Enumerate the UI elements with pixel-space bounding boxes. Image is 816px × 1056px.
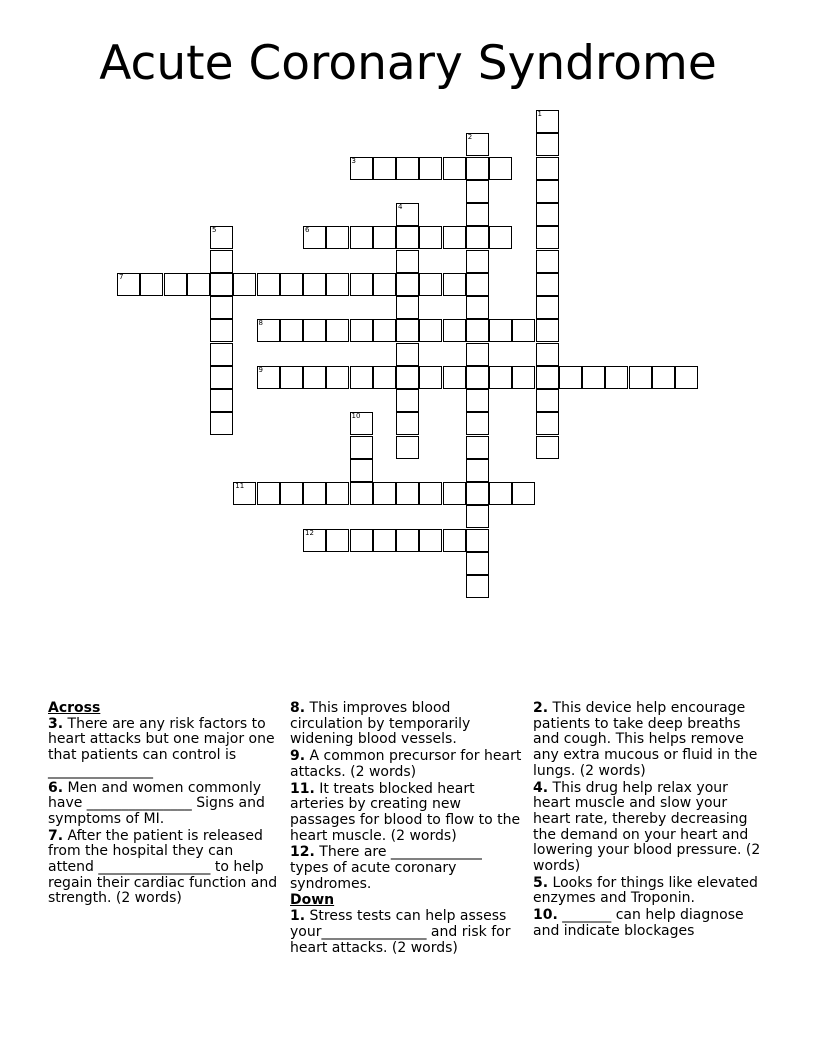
cell-number: 4: [398, 203, 403, 211]
grid-cell[interactable]: [419, 482, 442, 505]
grid-cell[interactable]: [303, 529, 326, 552]
grid-cell[interactable]: [303, 273, 326, 296]
grid-cell[interactable]: [257, 366, 280, 389]
grid-cell[interactable]: [396, 157, 419, 180]
grid-cell[interactable]: [443, 319, 466, 342]
grid-cell[interactable]: [489, 226, 512, 249]
down-heading: Down: [290, 892, 335, 909]
clue-text: This improves blood circulation by temporarily widening blood vessels.: [290, 700, 471, 748]
grid-cell[interactable]: [582, 366, 605, 389]
cell-number: 1: [537, 110, 542, 118]
grid-cell[interactable]: [512, 482, 535, 505]
clue-number: 10.: [533, 907, 558, 924]
grid-cell[interactable]: [210, 343, 233, 366]
grid-cell[interactable]: [210, 226, 233, 249]
clue-text: _______ can help diagnose and indicate blockages: [533, 907, 744, 939]
cell-number: 10: [351, 412, 361, 421]
grid-cell[interactable]: [419, 273, 442, 296]
clue-across-6: [48, 781, 280, 828]
grid-cell[interactable]: [140, 273, 163, 296]
grid-cell[interactable]: [350, 366, 373, 389]
grid-cell[interactable]: [257, 273, 280, 296]
grid-cell[interactable]: [652, 366, 675, 389]
grid-cell[interactable]: [326, 482, 349, 505]
clue-down-10: [533, 908, 765, 939]
grid-cell[interactable]: [396, 319, 419, 342]
grid-cell[interactable]: [536, 412, 559, 435]
grid-cell[interactable]: [489, 482, 512, 505]
grid-cell[interactable]: [419, 157, 442, 180]
grid-cell[interactable]: [536, 203, 559, 226]
grid-cell[interactable]: [466, 575, 489, 598]
clue-number: 5.: [533, 874, 549, 891]
grid-cell[interactable]: [419, 226, 442, 249]
clue-text: Stress tests can help assess your_______________ and risk for heart attacks. (2 words): [290, 908, 511, 956]
clue-number: 4.: [533, 779, 549, 796]
grid-cell[interactable]: [303, 482, 326, 505]
clue-text: It treats blocked heart arteries by creating new passages for blood to flow to the heart muscle. (2 words): [290, 780, 521, 844]
clue-across-11: [290, 782, 522, 845]
clue-text: Men and women commonly have _______________ Signs and symptoms of MI.: [48, 779, 265, 827]
grid-cell[interactable]: [605, 366, 628, 389]
grid-cell[interactable]: [466, 366, 489, 389]
grid-cell[interactable]: [350, 436, 373, 459]
cell-number: 2: [467, 133, 473, 142]
grid-cell[interactable]: [396, 366, 419, 389]
grid-cell[interactable]: [443, 226, 466, 249]
grid-cell[interactable]: [350, 319, 373, 342]
clue-text: A common precursor for heart attacks. (2 words): [290, 748, 522, 780]
grid-cell[interactable]: [210, 273, 233, 296]
grid-cell[interactable]: [373, 226, 396, 249]
grid-cell[interactable]: [396, 250, 419, 273]
clue-across-3: [48, 717, 280, 780]
clue-across-12: [290, 845, 522, 892]
grid-cell[interactable]: [489, 157, 512, 180]
grid-cell[interactable]: [466, 343, 489, 366]
grid-cell[interactable]: [303, 366, 326, 389]
grid-cell[interactable]: [396, 226, 419, 249]
grid-cell[interactable]: [326, 529, 349, 552]
grid-cell[interactable]: [559, 366, 582, 389]
grid-cell[interactable]: [536, 343, 559, 366]
cell-number: 8: [258, 319, 263, 328]
cell-number: 6: [305, 226, 310, 235]
grid-cell[interactable]: [280, 273, 303, 296]
grid-cell[interactable]: [466, 436, 489, 459]
grid-cell[interactable]: [466, 389, 489, 412]
grid-cell[interactable]: [443, 529, 466, 552]
grid-cell[interactable]: [536, 250, 559, 273]
clue-down-1: [290, 909, 522, 956]
clue-number: 6.: [48, 779, 64, 796]
clues-column-2: [290, 701, 522, 957]
grid-cell[interactable]: [326, 319, 349, 342]
grid-cell[interactable]: [210, 250, 233, 273]
grid-cell[interactable]: [419, 319, 442, 342]
grid-cell[interactable]: [350, 226, 373, 249]
across-heading: Across: [48, 700, 101, 716]
grid-cell[interactable]: [536, 180, 559, 203]
grid-cell[interactable]: [257, 482, 280, 505]
grid-cell[interactable]: [350, 273, 373, 296]
grid-cell[interactable]: [350, 157, 373, 180]
grid-cell[interactable]: [466, 226, 489, 249]
grid-cell[interactable]: [466, 412, 489, 435]
cell-number: 9: [258, 365, 263, 374]
clue-number: 7.: [48, 827, 64, 844]
grid-cell[interactable]: [466, 250, 489, 273]
grid-cell[interactable]: [419, 366, 442, 389]
clue-down-2: [533, 701, 765, 780]
grid-cell[interactable]: [280, 366, 303, 389]
grid-cell[interactable]: [536, 319, 559, 342]
grid-cell[interactable]: [466, 529, 489, 552]
grid-cell[interactable]: [326, 273, 349, 296]
grid-cell[interactable]: [373, 529, 396, 552]
grid-cell[interactable]: [536, 273, 559, 296]
grid-cell[interactable]: [164, 273, 187, 296]
grid-cell[interactable]: [536, 110, 559, 133]
grid-cell[interactable]: [233, 273, 256, 296]
grid-cell[interactable]: [210, 319, 233, 342]
grid-cell[interactable]: [350, 412, 373, 435]
grid-cell[interactable]: [629, 366, 652, 389]
grid-cell[interactable]: [187, 273, 210, 296]
grid-cell[interactable]: [466, 505, 489, 528]
grid-cell[interactable]: [373, 319, 396, 342]
grid-cell[interactable]: [443, 366, 466, 389]
clue-across-8: [290, 701, 522, 748]
grid-cell[interactable]: [280, 319, 303, 342]
grid-cell[interactable]: [466, 133, 489, 156]
grid-cell[interactable]: [326, 226, 349, 249]
clues-column-3: [533, 701, 765, 941]
clue-across-9: [290, 749, 522, 780]
grid-cell[interactable]: [489, 319, 512, 342]
grid-cell[interactable]: [466, 459, 489, 482]
grid-cell[interactable]: [396, 436, 419, 459]
grid-cell[interactable]: [117, 273, 140, 296]
grid-cell[interactable]: [466, 157, 489, 180]
clue-number: 3.: [48, 715, 64, 732]
cell-number: 3: [351, 156, 356, 165]
clue-number: 9.: [290, 748, 306, 765]
clue-text: This drug help relax your heart muscle and slow your heart rate, thereby decreasing the demand on your heart and lowering your blood pressure. (2 words): [533, 779, 761, 875]
puzzle-title: Acute Coronary Syndrome: [99, 36, 717, 91]
grid-cell[interactable]: [210, 389, 233, 412]
cell-number: 12: [305, 528, 314, 537]
clue-number: 1.: [290, 908, 306, 925]
grid-cell[interactable]: [466, 319, 489, 342]
grid-cell[interactable]: [536, 436, 559, 459]
grid-cell[interactable]: [257, 319, 280, 342]
grid-cell[interactable]: [350, 529, 373, 552]
grid-cell[interactable]: [303, 319, 326, 342]
grid-cell[interactable]: [419, 529, 442, 552]
grid-cell[interactable]: [536, 366, 559, 389]
grid-cell[interactable]: [466, 180, 489, 203]
grid-cell[interactable]: [396, 273, 419, 296]
clue-number: 2.: [533, 700, 549, 716]
grid-cell[interactable]: [466, 203, 489, 226]
grid-cell[interactable]: [396, 343, 419, 366]
grid-cell[interactable]: [466, 482, 489, 505]
clue-number: 11.: [290, 780, 315, 797]
grid-cell[interactable]: [536, 296, 559, 319]
clues-column-1: [48, 701, 280, 908]
grid-cell[interactable]: [512, 319, 535, 342]
grid-cell[interactable]: [280, 482, 303, 505]
grid-cell[interactable]: [373, 157, 396, 180]
grid-cell[interactable]: [466, 552, 489, 575]
clue-down-4: [533, 781, 765, 875]
grid-cell[interactable]: [536, 226, 559, 249]
clue-text: There are _____________ types of acute coronary syndromes.: [290, 844, 482, 892]
grid-cell[interactable]: [396, 296, 419, 319]
clue-text: This device help encourage patients to take deep breaths and cough. This helps remove any extra mucous or fluid in the lungs. (2 words): [533, 700, 758, 779]
grid-cell[interactable]: [303, 226, 326, 249]
grid-cell[interactable]: [350, 459, 373, 482]
grid-cell[interactable]: [536, 157, 559, 180]
clue-across-7: [48, 829, 280, 908]
clue-number: 12.: [290, 844, 315, 861]
grid-cell[interactable]: [536, 389, 559, 412]
grid-cell[interactable]: [396, 203, 419, 226]
grid-cell[interactable]: [536, 133, 559, 156]
grid-cell[interactable]: [466, 273, 489, 296]
clue-text: Looks for things like elevated enzymes and Troponin.: [533, 874, 758, 907]
cell-number: 7: [119, 272, 124, 281]
grid-cell[interactable]: [233, 482, 256, 505]
grid-cell[interactable]: [443, 273, 466, 296]
grid-cell[interactable]: [210, 412, 233, 435]
grid-cell[interactable]: [512, 366, 535, 389]
grid-cell[interactable]: [396, 389, 419, 412]
clue-number: 8.: [290, 700, 306, 716]
grid-cell[interactable]: [373, 366, 396, 389]
cell-number: 11: [235, 482, 245, 490]
grid-cell[interactable]: [466, 296, 489, 319]
grid-cell[interactable]: [326, 366, 349, 389]
grid-cell[interactable]: [396, 482, 419, 505]
grid-cell[interactable]: [443, 157, 466, 180]
grid-cell[interactable]: [210, 296, 233, 319]
clue-text: There are any risk factors to heart attacks but one major one that patients can control is _______________: [48, 715, 275, 779]
grid-cell[interactable]: [396, 412, 419, 435]
clue-text: After the patient is released from the hospital they can attend ________________ to help regain their cardiac function and strength. (2 words): [48, 827, 278, 907]
grid-cell[interactable]: [396, 529, 419, 552]
grid-cell[interactable]: [443, 482, 466, 505]
grid-cell[interactable]: [210, 366, 233, 389]
grid-cell[interactable]: [373, 273, 396, 296]
grid-cell[interactable]: [373, 482, 396, 505]
clue-down-5: [533, 876, 765, 907]
cell-number: 5: [212, 226, 217, 235]
grid-cell[interactable]: [350, 482, 373, 505]
grid-cell[interactable]: [489, 366, 512, 389]
grid-cell[interactable]: [675, 366, 698, 389]
